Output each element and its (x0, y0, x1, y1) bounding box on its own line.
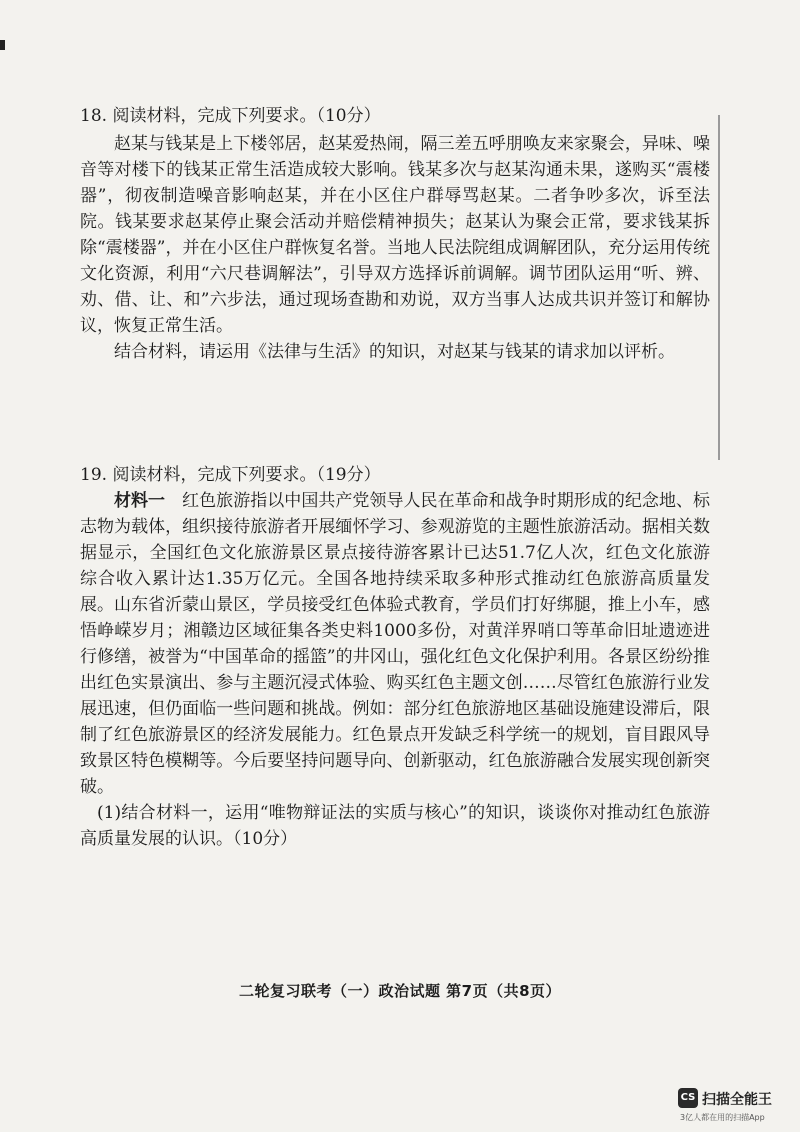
question-18-material: 赵某与钱某是上下楼邻居，赵某爱热闹，隔三差五呼朋唤友来家聚会，异味、噪音等对楼下的钱某正常生活造成较大影响。钱某多次与赵某沟通未果，遂购买“震楼器”，彻夜制造噪音影响赵某，并在小区住户群辱骂赵某。二者争吵多次，诉至法院。钱某要求赵某停止聚会活动并赔偿精神损失；赵某认为聚会正常，要求钱某拆除“震楼器”，并在小区住户群恢复名誉。当地人民法院组成调解团队，充分运用传统文化资源，利用“六尺巷调解法”，引导双方选择诉前调解。调节团队运用“听、辨、劝、借、让、和”六步法，通过现场查勘和劝说，双方当事人达成共识并签订和解协议，恢复正常生活。 (80, 134, 710, 336)
question-18-prompt: 结合材料，请运用《法律与生活》的知识，对赵某与钱某的请求加以评析。 (114, 342, 675, 362)
question-19-sub-1: (1)结合材料一，运用“唯物辩证法的实质与核心”的知识，谈谈你对推动红色旅游高质量发展的认识。（10分） (80, 803, 710, 849)
scan-edge-mark (0, 40, 5, 50)
watermark-title: 扫描全能王 (702, 1092, 772, 1108)
question-19-material-1 (80, 488, 710, 800)
material-label: 材料一 (114, 491, 166, 511)
camscanner-watermark (678, 1088, 796, 1128)
page-footer: 二轮复习联考（一）政治试题 第7页（共8页） (238, 982, 562, 1000)
question-18 (80, 103, 710, 365)
camscanner-logo-icon: CS (678, 1088, 698, 1108)
material-text: 红色旅游指以中国共产党领导人民在革命和战争时期形成的纪念地、标志物为载体，组织接待旅游者开展缅怀学习、参观游览的主题性旅游活动。据相关数据显示，全国红色文化旅游景区景点接待游客累计已达51.7亿人次，红色文化旅游综合收入累计达1.35万亿元。全国各地持续采取多种形式推动红色旅游高质量发展。山东省沂蒙山景区，学员接受红色体验式教育，学员们打好绑腿，推上小车，感悟峥嵘岁月；湘赣边区域征集各类史料1000多份，对黄洋界哨口等革命旧址遗迹进行修缮，被誉为“中国革命的摇篮”的井冈山，强化红色文化保护利用。各景区纷纷推出红色实景演出、参与主题沉浸式体验、购买红色主题文创……尽管红色旅游行业发展迅速，但仍面临一些问题和挑战。例如：部分红色旅游地区基础设施建设滞后，限制了红色旅游景区的经济发展能力。红色景点开发缺乏科学统一的规划，盲目跟风导致景区特色模糊等。今后要坚持问题导向、创新驱动，红色旅游融合发展实现创新突破。 (80, 491, 711, 797)
watermark-subtitle: 3亿人都在用的扫描App (680, 1113, 765, 1122)
question-19 (80, 462, 710, 852)
question-19-title: 19. 阅读材料，完成下列要求。（19分） (80, 465, 381, 485)
margin-rule (718, 115, 720, 460)
question-18-title: 18. 阅读材料，完成下列要求。（10分） (80, 106, 381, 126)
